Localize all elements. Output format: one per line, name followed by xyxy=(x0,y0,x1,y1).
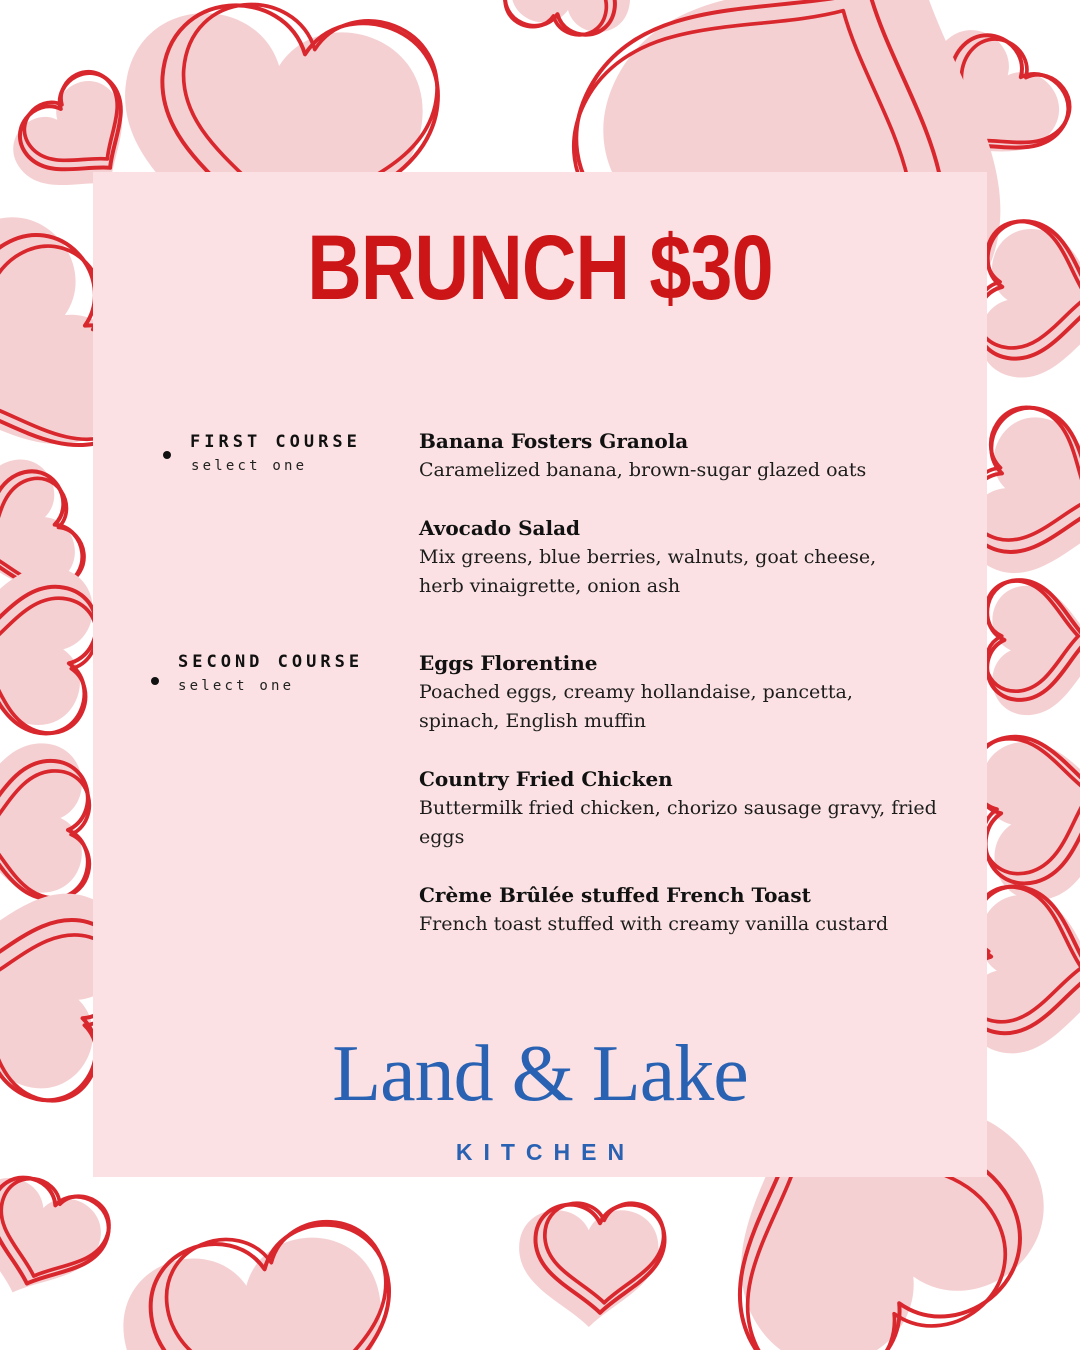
dish-description: Caramelized banana, brown-sugar glazed oats xyxy=(419,459,867,481)
dish-name: Banana Fosters Granola xyxy=(419,429,689,453)
restaurant-logo: Land & Lake xyxy=(332,1030,748,1118)
heart-icon xyxy=(986,580,1080,715)
course-hint: select one xyxy=(191,458,308,474)
menu-title: BRUNCH $30 xyxy=(307,217,773,319)
dish-description: Poached eggs, creamy hollandaise, pancetta, spinach, English muffin xyxy=(419,681,853,732)
heart-icon xyxy=(0,743,89,899)
dish-name: Eggs Florentine xyxy=(419,651,598,675)
heart-icon xyxy=(500,0,641,43)
course-name: FIRST COURSE xyxy=(190,432,361,452)
heart-icon xyxy=(0,1162,118,1316)
menu-item xyxy=(419,427,959,485)
heart-icon xyxy=(0,552,107,740)
heart-icon xyxy=(110,1212,416,1350)
dish-name: Avocado Salad xyxy=(419,516,581,540)
dish-description: Mix greens, blue berries, walnuts, goat cheese, herb vinaigrette, onion ash xyxy=(419,546,877,597)
heart-icon xyxy=(519,1203,664,1327)
dish-name: Country Fried Chicken xyxy=(419,767,673,791)
menu-item xyxy=(419,765,949,852)
dish-name: Crème Brûlée stuffed French Toast xyxy=(419,883,811,907)
restaurant-logo-subtitle: KITCHEN xyxy=(455,1139,636,1165)
menu-item xyxy=(419,514,919,601)
dish-description: Buttermilk fried chicken, chorizo sausage gravy, fried eggs xyxy=(419,797,937,848)
course-name: SECOND COURSE xyxy=(178,652,364,672)
course-hint: select one xyxy=(178,678,295,694)
bullet-icon xyxy=(163,451,171,459)
menu-item xyxy=(419,649,909,736)
menu-item xyxy=(419,881,979,939)
bullet-icon xyxy=(151,677,159,685)
dish-description: French toast stuffed with creamy vanilla custard xyxy=(419,913,889,935)
